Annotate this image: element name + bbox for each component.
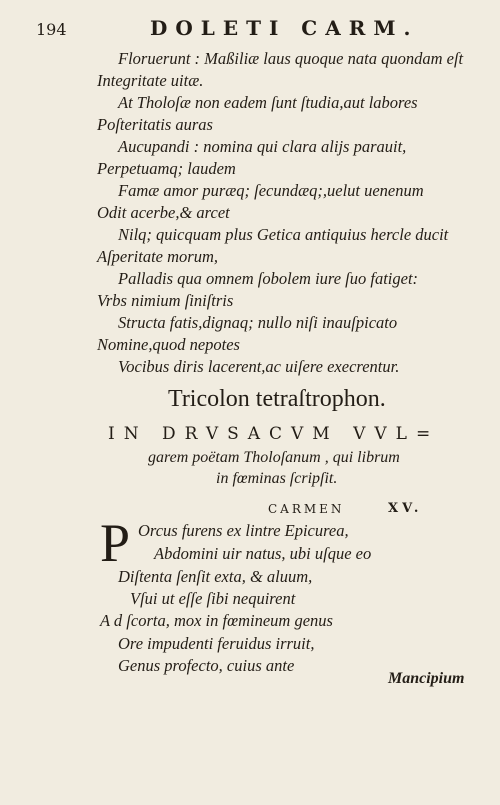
verse-line: Aucupandi : nomina qui clara alijs parauit,	[118, 137, 407, 156]
carmen-number: XV.	[388, 501, 423, 516]
verse-line: Floruerunt : Maßiliæ laus quoque nata quondam eſt	[118, 49, 464, 68]
verse-line: Nomine,quod nepotes	[97, 335, 240, 354]
verse-line: Poſteritatis auras	[97, 115, 213, 134]
catchword: Mancipium	[388, 670, 465, 687]
verse-line: Aſperitate morum,	[97, 247, 218, 266]
page-number: 194	[36, 20, 67, 39]
verse-line: Vrbs nimium ſiniſtris	[97, 291, 234, 310]
verse-line: Structa fatis,dignaq; nullo niſi inauſpicato	[118, 313, 398, 332]
verse-line: Odit acerbe,& arcet	[97, 203, 230, 222]
running-head: DOLETI CARM.	[150, 16, 419, 40]
verse-line: Diſtenta ſenſit exta, & aluum,	[118, 567, 313, 586]
dedication-line: IN DRVSACVM VVL=	[108, 424, 440, 444]
verse-line: Famæ amor puræq; ſecundæq;,uelut uenenum	[118, 181, 424, 200]
verse-line: Palladis qua omnem ſobolem iure ſuo fatiget:	[118, 269, 419, 288]
verse-line: Abdomini uir natus, ubi uſque eo	[154, 544, 372, 563]
dedication-line: garem poëtam Tholoſanum , qui librum	[148, 449, 400, 466]
verse-line: Vocibus diris lacerent,ac uiſere execrentur.	[118, 357, 400, 376]
dedication-line: in fœminas ſcripſit.	[216, 470, 338, 487]
verse-line: Genus profecto, cuius ante	[118, 656, 295, 675]
carmen-label: CARMEN	[268, 502, 345, 516]
verse-line: Orcus furens ex lintre Epicurea,	[138, 521, 349, 540]
verse-line: At Tholoſæ non eadem ſunt ſtudia,aut labores	[118, 93, 418, 112]
drop-cap: P	[100, 513, 131, 573]
verse-line: A d ſcorta, mox in fœmineum genus	[100, 611, 333, 630]
verse-line: Integritate uitæ.	[97, 71, 204, 90]
poem-title: Tricolon tetraſtrophon.	[168, 386, 386, 412]
verse-line: Ore impudenti feruidus irruit,	[118, 634, 315, 653]
verse-line: Vſui ut eſſe ſibi nequirent	[130, 589, 296, 608]
verse-line: Perpetuamq; laudem	[97, 159, 236, 178]
verse-line: Nilq; quicquam plus Getica antiquius hercle ducit	[118, 225, 449, 244]
